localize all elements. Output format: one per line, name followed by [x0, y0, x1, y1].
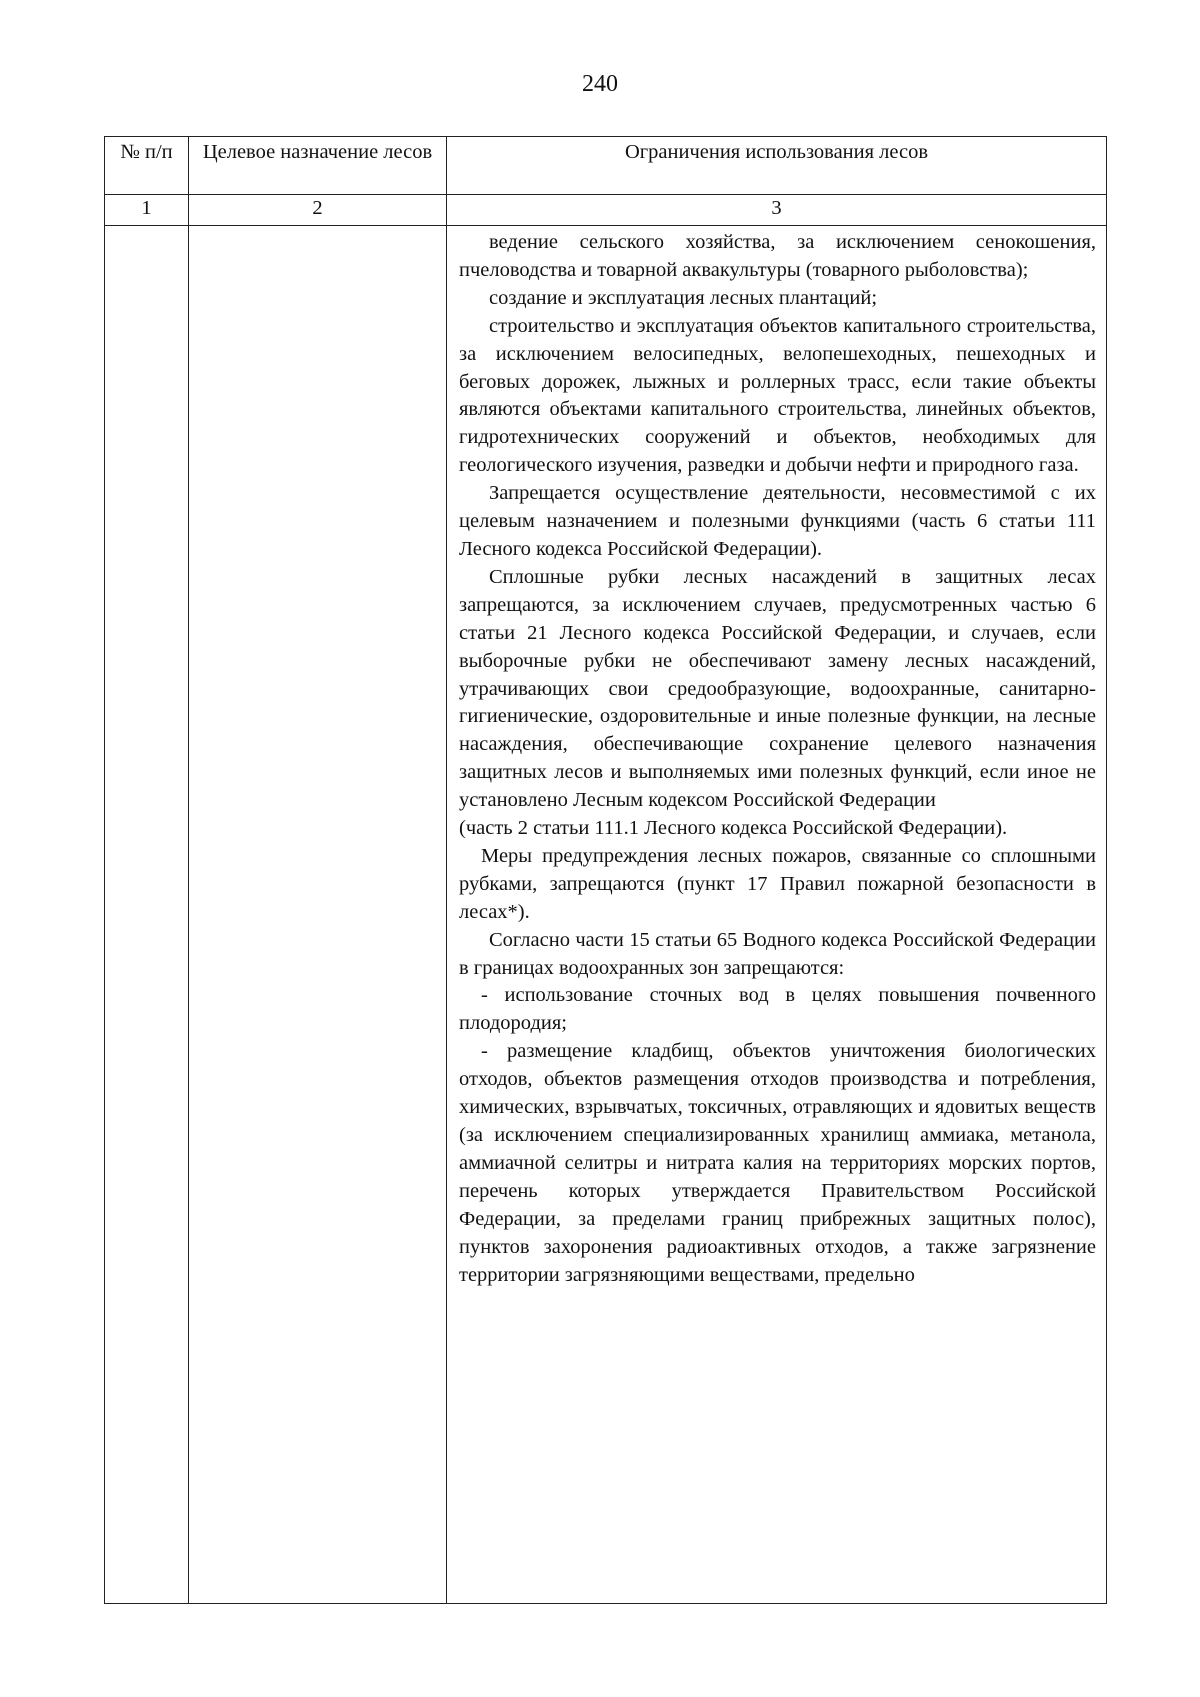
column-number-3: 3: [447, 195, 1107, 226]
restriction-paragraph: Запрещается осуществление деятельности, несовместимой с их целевым назначением и полезными функциями (часть 6 статьи 111 Лесного кодекса Российской Федерации).: [459, 482, 1096, 560]
header-restrictions: Ограничения использования лесов: [447, 137, 1107, 195]
restriction-paragraph: ведение сельского хозяйства, за исключением сенокошения, пчеловодства и товарной аквакультуры (товарного рыболовства);: [459, 231, 1096, 281]
table-header-row: [105, 137, 1107, 195]
restrictions-table: [104, 136, 1107, 1604]
column-number-2: 2: [189, 195, 447, 226]
header-purpose: Целевое назначение лесов: [189, 137, 447, 195]
table-row: [105, 226, 1107, 1604]
row-purpose-cell: [189, 226, 447, 1604]
column-number-row: [105, 195, 1107, 226]
restriction-paragraph: Меры предупреждения лесных пожаров, связанные со сплошными рубками, запрещаются (пункт 17 Правил пожарной безопасности в лесах*).: [459, 844, 1096, 923]
header-number: № п/п: [105, 137, 189, 195]
row-restrictions-cell: [447, 226, 1107, 1604]
row-number-cell: [105, 226, 189, 1604]
restriction-list-item: - размещение кладбищ, объектов уничтожения биологических отходов, объектов размещения отходов производства и потребления, химических, взрывчатых, токсичных, отравляющих и ядовитых веществ (за исключением специализированных хранилищ аммиака, метанола, аммиачной селитры и нитрата калия на территориях морских портов, перечень которых утверждается Правительством Российской Федерации, за пределами границ прибрежных защитных полос), пунктов захоронения радиоактивных отходов, а также загрязнение территории загрязняющими веществами, предельно: [459, 1040, 1096, 1286]
restriction-paragraph: Сплошные рубки лесных насаждений в защитных лесах запрещаются, за исключением случаев, предусмотренных частью 6 статьи 21 Лесного кодекса Российской Федерации, и случаев, если выборочные рубки не обеспечивают замену лесных насаждений, утрачивающих свои средообразующие, водоохранные, санитарно-гигиенические, оздоровительные и иные полезные функции, на лесные насаждения, обеспечивающие сохранение целевого назначения защитных лесов и выполняемых ими полезных функций, если иное не установлено Лесным кодексом Российской Федерации: [459, 565, 1096, 812]
restriction-paragraph: (часть 2 статьи 111.1 Лесного кодекса Российской Федерации).: [459, 817, 1008, 840]
restriction-list-item: - использование сточных вод в целях повышения почвенного плодородия;: [459, 984, 1096, 1035]
restriction-paragraph: создание и эксплуатация лесных плантаций;: [489, 286, 878, 309]
page-number: 240: [582, 71, 618, 97]
restriction-paragraph: Согласно части 15 статьи 65 Водного кодекса Российской Федерации в границах водоохранных зон запрещаются:: [459, 928, 1096, 979]
restriction-paragraph: строительство и эксплуатация объектов капитального строительства, за исключением велосипедных, велопешеходных, пешеходных и беговых дорожек, лыжных и роллерных трасс, если такие объекты являются объектами капитального строительства, линейных объектов, гидротехнических сооружений и объектов, необходимых для геологического изучения, разведки и добычи нефти и природного газа.: [459, 314, 1096, 477]
column-number-1: 1: [105, 195, 189, 226]
